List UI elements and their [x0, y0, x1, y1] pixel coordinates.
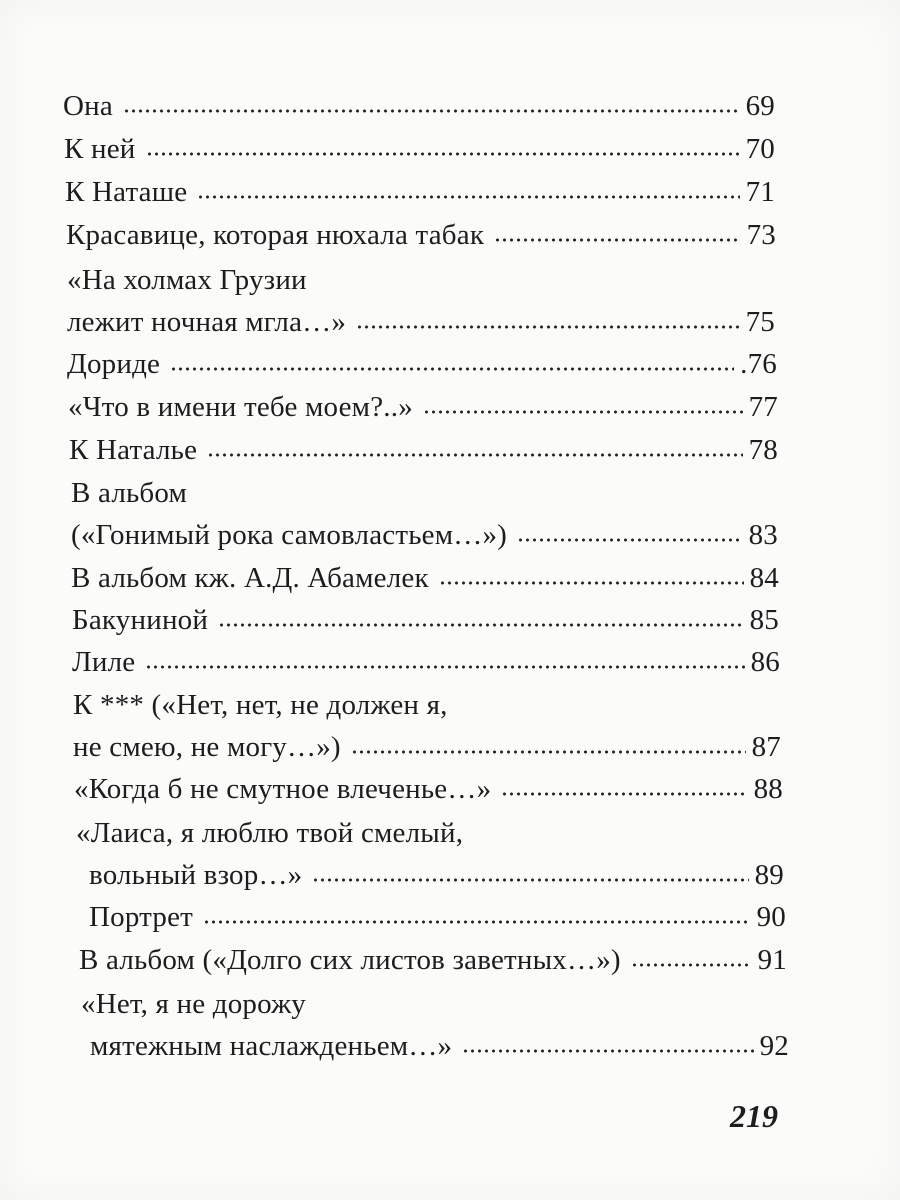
toc-entry-title: К Наталье — [69, 434, 198, 466]
toc-entry-title: Она — [63, 90, 113, 122]
toc-entry-title: В альбом — [71, 477, 188, 509]
toc-entry-page: 84 — [749, 562, 779, 594]
toc-entry-title: К ней — [64, 133, 136, 165]
toc-entry-page: 75 — [745, 306, 775, 338]
toc-entry-page: 86 — [750, 646, 780, 678]
dot-leader — [170, 367, 734, 371]
toc-entry-title: К Наташе — [65, 176, 188, 208]
toc-entry-title: «На холмах Грузии — [67, 264, 307, 296]
toc-entry-title: Портрет — [89, 901, 194, 933]
toc-entry-title: Бакуниной — [72, 604, 209, 636]
toc-entry-page: 83 — [748, 519, 778, 551]
toc-entry-title: вольный взор…» — [89, 859, 303, 891]
toc-entry-title: Дориде — [67, 348, 161, 380]
dot-leader — [197, 195, 739, 199]
toc-entry — [64, 131, 775, 167]
toc-entry-page: 70 — [745, 133, 775, 165]
toc-entry — [72, 602, 779, 638]
toc-entry-title: лежит ночная мгла…» — [67, 306, 347, 338]
toc-entry-title: В альбом («Долго сих листов заветных…») — [79, 944, 621, 976]
toc-entry — [73, 729, 781, 765]
dot-leader — [494, 238, 740, 242]
dot-leader — [423, 410, 743, 414]
toc-entry — [71, 517, 778, 553]
toc-entry — [63, 88, 775, 124]
toc-entry-title: Красавице, которая нюхала табак — [66, 219, 485, 251]
toc-entry-title: К *** («Нет, нет, не должен я, — [73, 689, 448, 721]
dot-leader — [462, 1049, 753, 1053]
toc-entry — [67, 304, 775, 340]
toc-entry — [71, 560, 779, 596]
toc-entry-page: 77 — [748, 391, 778, 423]
toc-entry-title: не смею, не могу…») — [73, 731, 341, 763]
toc-entry-title: «Лаиса, я люблю твой смелый, — [76, 817, 464, 849]
toc-entry-title: «Что в имени тебе моем?..» — [68, 391, 413, 423]
toc-entry — [65, 174, 775, 210]
dot-leader — [123, 109, 740, 113]
toc-entry — [81, 986, 787, 1022]
toc-entry-page: 78 — [748, 434, 778, 466]
toc-entry-page: 90 — [756, 901, 786, 933]
toc-entry-page: 73 — [746, 219, 776, 251]
dot-leader — [439, 581, 744, 585]
toc-entry-page: 88 — [753, 773, 783, 805]
toc-entry-title: («Гонимый рока самовластьем…») — [71, 519, 508, 551]
toc-entry-title: «Нет, я не дорожу — [81, 988, 307, 1020]
toc-entry — [90, 1028, 789, 1064]
toc-entry — [74, 771, 783, 807]
toc-entry — [73, 687, 780, 723]
toc-entry-page: 89 — [754, 859, 784, 891]
page-number: 219 — [730, 1098, 778, 1134]
dot-leader — [356, 325, 740, 329]
dot-leader — [203, 920, 751, 924]
toc-entry-page: .76 — [740, 348, 777, 380]
dot-leader — [501, 792, 747, 796]
dot-leader — [218, 623, 744, 627]
toc-entry — [71, 475, 777, 511]
toc-entry — [76, 815, 783, 851]
toc-entry-page: 91 — [757, 944, 787, 976]
toc-entry — [67, 346, 777, 382]
dot-leader — [145, 665, 744, 669]
toc-entry-page: 69 — [745, 90, 775, 122]
toc-entry — [89, 899, 786, 935]
dot-leader — [146, 152, 740, 156]
toc-entry-page: 87 — [751, 731, 781, 763]
toc-entry-page: 92 — [759, 1030, 789, 1062]
dot-leader — [312, 878, 748, 882]
toc-entry-page: 71 — [745, 176, 775, 208]
dot-leader — [517, 538, 743, 542]
dot-leader — [207, 453, 742, 457]
toc-entry — [68, 389, 778, 425]
toc-entry-title: «Когда б не смутное влеченье…» — [74, 773, 492, 805]
toc-entry — [89, 857, 784, 893]
toc-entry-title: Лиле — [72, 646, 136, 678]
dot-leader — [631, 963, 752, 967]
toc-entry — [69, 432, 778, 468]
toc-entry — [66, 217, 776, 253]
toc-entry — [72, 644, 780, 680]
toc-entry-title: мятежным наслажденьем…» — [90, 1030, 453, 1062]
toc-entry — [79, 942, 787, 978]
toc-entry-page: 85 — [749, 604, 779, 636]
toc-entry — [67, 262, 775, 298]
toc-entry-title: В альбом кж. А.Д. Абамелек — [71, 562, 429, 594]
dot-leader — [351, 750, 746, 754]
